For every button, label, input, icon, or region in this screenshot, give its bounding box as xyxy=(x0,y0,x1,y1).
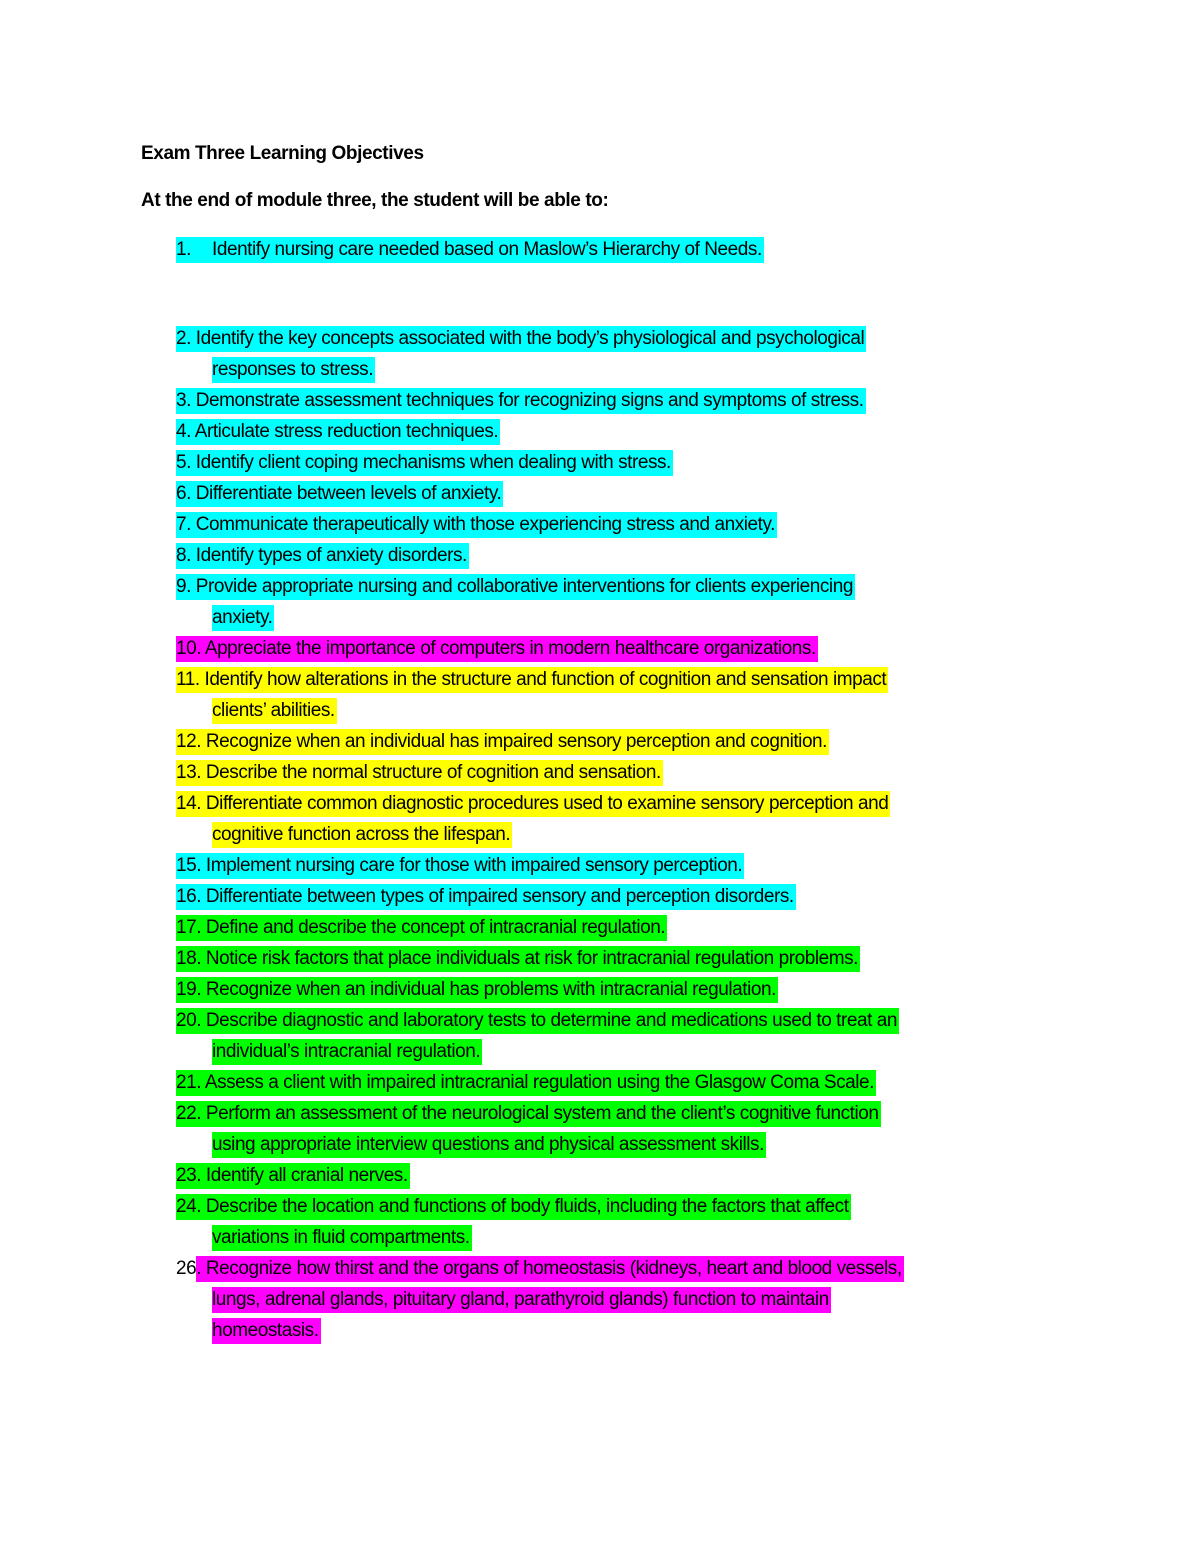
objective-text: 12. Recognize when an individual has impaired sensory perception and cognition. xyxy=(176,729,829,755)
objective-number: 26 xyxy=(176,1258,197,1279)
objective-first-line xyxy=(176,883,796,910)
objective-number: 14. xyxy=(176,793,206,814)
objective-text: 13. Describe the normal structure of cognition and sensation. xyxy=(176,760,663,786)
objective-number: 18. xyxy=(176,948,206,969)
objective-text: 10. Appreciate the importance of computers in modern healthcare organizations. xyxy=(176,636,818,662)
objective-number: 15. xyxy=(176,855,206,876)
objective-text: 24. Describe the location and functions of body fluids, including the factors that affect xyxy=(176,1194,851,1220)
objective-number: 17. xyxy=(176,917,206,938)
objective-first-line xyxy=(176,236,764,263)
objective-number: 13. xyxy=(176,762,206,783)
objective-first-line xyxy=(176,1100,881,1127)
objective-first-line xyxy=(176,666,888,693)
objective-text: anxiety. xyxy=(212,605,274,631)
objective-continuation-line xyxy=(212,604,274,631)
objective-text: 23. Identify all cranial nerves. xyxy=(176,1163,410,1189)
objective-number: 22. xyxy=(176,1103,206,1124)
document-intro: At the end of module three, the student will be able to: xyxy=(141,190,609,211)
objective-continuation-line xyxy=(212,1317,321,1344)
objective-first-line xyxy=(176,480,503,507)
objective-number: 2. xyxy=(176,328,196,349)
objective-number: 20. xyxy=(176,1010,206,1031)
objective-first-line xyxy=(176,945,860,972)
objective-number: 9. xyxy=(176,576,196,597)
objective-first-line xyxy=(176,325,866,352)
objective-text: using appropriate interview questions and physical assessment skills. xyxy=(212,1132,766,1158)
objective-number: 8. xyxy=(176,545,196,566)
objective-text: 17. Define and describe the concept of intracranial regulation. xyxy=(176,915,667,941)
objective-continuation-line xyxy=(212,821,512,848)
objective-number: 12. xyxy=(176,731,206,752)
objective-text: homeostasis. xyxy=(212,1318,321,1344)
objective-text: 4. Articulate stress reduction techniques. xyxy=(176,419,500,445)
objective-number: 10. xyxy=(176,638,205,659)
objective-number: 3. xyxy=(176,390,196,411)
objective-continuation-line xyxy=(212,1131,766,1158)
objective-text: 11. Identify how alterations in the structure and function of cognition and sensation impact xyxy=(176,667,888,693)
objective-text: 5. Identify client coping mechanisms when dealing with stress. xyxy=(176,450,673,476)
objective-text: 16. Differentiate between types of impaired sensory and perception disorders. xyxy=(176,884,796,910)
objective-text: 8. Identify types of anxiety disorders. xyxy=(176,543,469,569)
objective-first-line xyxy=(176,1255,904,1282)
objective-first-line xyxy=(176,790,890,817)
objective-text: variations in fluid compartments. xyxy=(212,1225,472,1251)
objective-first-line xyxy=(176,1162,410,1189)
objective-continuation-line xyxy=(212,697,337,724)
objective-number: 1. xyxy=(176,239,191,260)
objective-text: clients’ abilities. xyxy=(212,698,337,724)
objective-first-line xyxy=(176,635,818,662)
objective-text: 2. Identify the key concepts associated with the body’s physiological and psychological xyxy=(176,326,866,352)
objective-text: lungs, adrenal glands, pituitary gland, parathyroid glands) function to maintain xyxy=(212,1287,831,1313)
objective-text: . Recognize how thirst and the organs of homeostasis (kidneys, heart and blood vessels, xyxy=(196,1256,903,1282)
objective-text: 1. Identify nursing care needed based on Maslow’s Hierarchy of Needs. xyxy=(176,237,764,263)
objective-text: 21. Assess a client with impaired intracranial regulation using the Glasgow Coma Scale. xyxy=(176,1070,876,1096)
objective-first-line xyxy=(176,1007,899,1034)
objective-text: 9. Provide appropriate nursing and collaborative interventions for clients experiencing xyxy=(176,574,855,600)
objective-number: 5. xyxy=(176,452,196,473)
objective-first-line xyxy=(176,449,673,476)
objective-first-line xyxy=(176,852,744,879)
objective-text: 7. Communicate therapeutically with those experiencing stress and anxiety. xyxy=(176,512,777,538)
objective-text: 18. Notice risk factors that place individuals at risk for intracranial regulation problems. xyxy=(176,946,860,972)
objective-number: 4. xyxy=(176,421,195,442)
objective-text: individual’s intracranial regulation. xyxy=(212,1039,482,1065)
objective-continuation-line xyxy=(212,1286,831,1313)
objective-text: 14. Differentiate common diagnostic procedures used to examine sensory perception and xyxy=(176,791,890,817)
objective-text: responses to stress. xyxy=(212,357,375,383)
objective-first-line xyxy=(176,728,829,755)
objective-first-line xyxy=(176,542,469,569)
objective-first-line xyxy=(176,511,777,538)
objective-first-line xyxy=(176,387,866,414)
objective-first-line xyxy=(176,573,855,600)
objective-number: 21. xyxy=(176,1072,205,1093)
objective-text: cognitive function across the lifespan. xyxy=(212,822,512,848)
objective-number: 6. xyxy=(176,483,196,504)
objective-text: 3. Demonstrate assessment techniques for recognizing signs and symptoms of stress. xyxy=(176,388,866,414)
objective-number: 24. xyxy=(176,1196,206,1217)
objective-first-line xyxy=(176,976,778,1003)
objective-number: 23. xyxy=(176,1165,206,1186)
objective-number: 7. xyxy=(176,514,196,535)
objective-continuation-line xyxy=(212,1038,482,1065)
objective-first-line xyxy=(176,914,667,941)
objective-first-line xyxy=(176,1069,876,1096)
objective-continuation-line xyxy=(212,356,375,383)
objective-first-line xyxy=(176,1193,851,1220)
objective-text: 15. Implement nursing care for those with impaired sensory perception. xyxy=(176,853,744,879)
objective-number: 19. xyxy=(176,979,206,1000)
objective-text: 20. Describe diagnostic and laboratory tests to determine and medications used to treat an xyxy=(176,1008,899,1034)
objective-text: 22. Perform an assessment of the neurological system and the client’s cognitive function xyxy=(176,1101,881,1127)
objective-text: 6. Differentiate between levels of anxiety. xyxy=(176,481,503,507)
objective-number: 16. xyxy=(176,886,206,907)
objective-first-line xyxy=(176,759,663,786)
objective-continuation-line xyxy=(212,1224,472,1251)
objective-first-line xyxy=(176,418,500,445)
objective-number: 11. xyxy=(176,669,205,690)
document-title: Exam Three Learning Objectives xyxy=(141,143,424,164)
objective-text: 19. Recognize when an individual has problems with intracranial regulation. xyxy=(176,977,778,1003)
